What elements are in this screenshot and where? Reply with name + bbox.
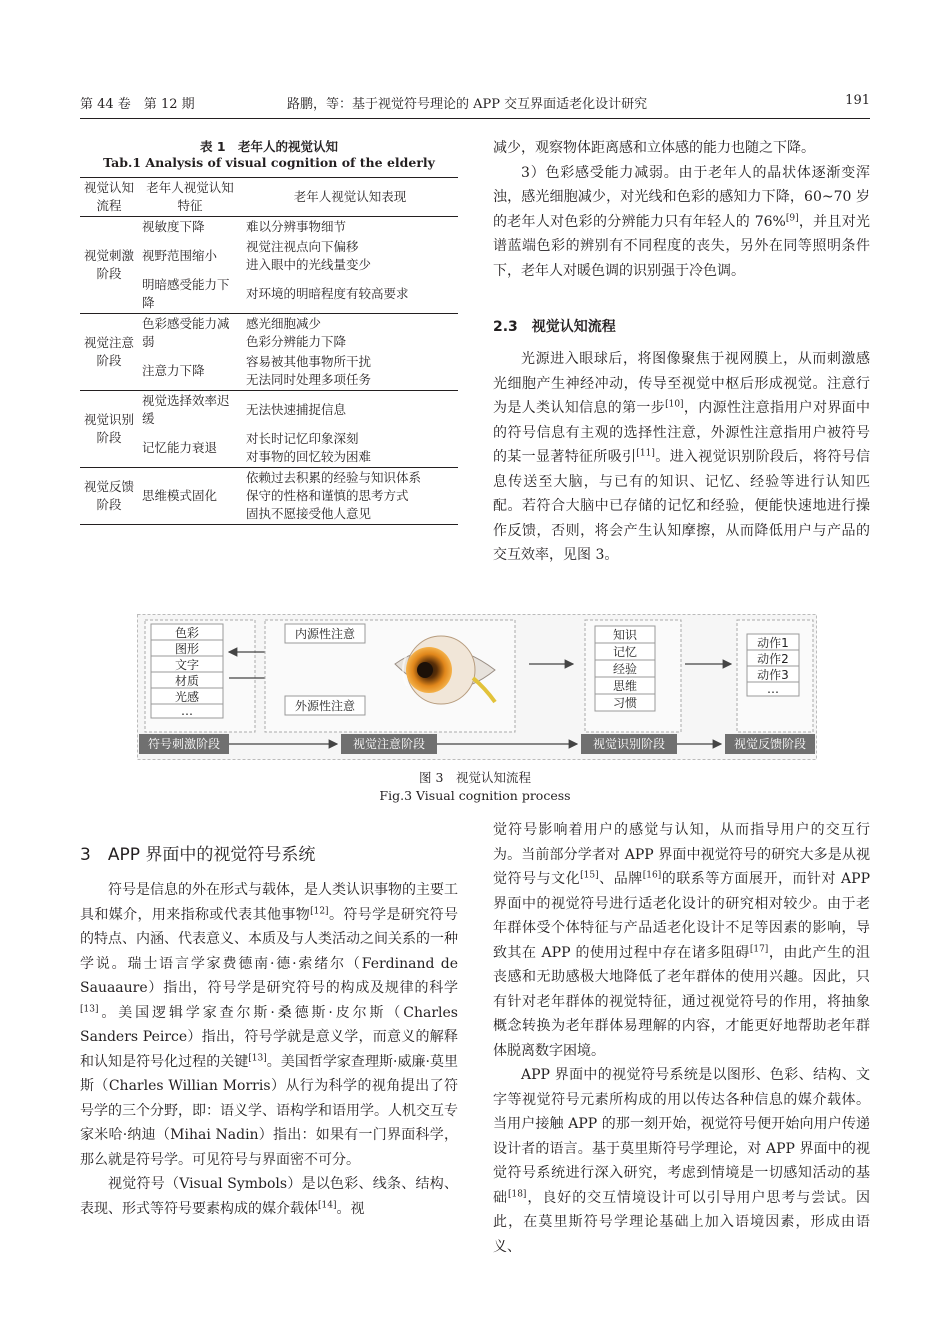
recognition-item: 经验: [612, 662, 638, 676]
symbol-item: …: [181, 704, 193, 718]
table-cell: 思维模式固化: [142, 488, 218, 503]
visual-cognition-table: [80, 177, 458, 525]
table-cell: 视敏度下降: [142, 219, 205, 234]
table-stage-cell: 视觉识别阶段: [84, 412, 135, 445]
header-rule: [80, 118, 870, 119]
citation: [13]: [80, 1003, 99, 1014]
citation: [12]: [310, 905, 329, 916]
table-stage-cell: 视觉注意阶段: [84, 335, 135, 368]
left-column-body: [80, 878, 458, 1221]
table-group-stimulus: [80, 217, 458, 314]
symbol-item: 文字: [174, 658, 200, 672]
stage-label: 符号刺激阶段: [147, 737, 221, 751]
table-stage-cell: 视觉刺激阶段: [84, 248, 135, 281]
citation: [9]: [785, 212, 799, 223]
citation: [13]: [248, 1052, 267, 1063]
table-header-row: [80, 178, 458, 217]
table-caption-zh: 表 1 老年人的视觉认知: [199, 139, 339, 154]
body-paragraph: 减少，观察物体距离感和立体感的能力也随之下降。: [493, 140, 815, 156]
citation: [17]: [749, 943, 769, 954]
table-header-cell: 老年人视觉认知特征: [146, 180, 234, 213]
section-heading-3: 3 APP 界面中的视觉符号系统: [80, 845, 316, 865]
citation: [15]: [580, 870, 599, 881]
body-paragraph: APP 界面中的视觉符号系统是以图形、色彩、结构、文字等视觉符号元素所构成的用以传达各种信息的媒介载体。当用户接触 APP 的那一刻开始，视觉符号便开始向用户传递设计者的语言。基于莫里斯符号学理论，对 APP 界面中的视觉符号系统进行深入研究，考虑到情境是一切感知活动的基础[18]，良好的交互情境设计可以引导用户思考与尝试。因此，在莫里斯符号学理论基础上加入语境因素，形成由语义、: [493, 1067, 871, 1255]
table-cell: 视野范围缩小: [142, 248, 218, 263]
table-stage-cell: 视觉反馈阶段: [84, 479, 135, 512]
body-paragraph: 光源进入眼球后，将图像聚焦于视网膜上，从而刺激感光细胞产生神经冲动，传导至视觉中枢后形成视觉。注意行为是人类认知信息的第一步[10]，内源性注意指用户对界面中的符号信息有主观的选择性注意，外源性注意指用户被符号的某一显著特征所吸引[11]。进入视觉识别阶段后，将符号信息传送至大脑，与已有的知识、记忆、经验等进行认知匹配。若符合大脑中已存储的记忆和经验，便能快速地进行操作反馈，否则，将会产生认知摩擦，从而降低用户与产品的交互效率，见图 3。: [493, 351, 871, 563]
recognition-item: 习惯: [612, 696, 638, 710]
symbol-item: 色彩: [174, 626, 200, 640]
section-heading-2-3: 2.3 视觉认知流程: [493, 319, 616, 335]
right-column-top: [493, 136, 870, 283]
table-row: [80, 217, 458, 238]
right-column-body: [493, 818, 870, 1259]
citation: [11]: [636, 448, 655, 459]
action-list: [747, 634, 799, 696]
body-paragraph: 3）色彩感受能力减弱。由于老年人的晶状体逐渐变浑浊，感光细胞减少，对光线和色彩的感知力下降，60~70 岁的老年人对色彩的分辨能力只有年轻人的 76%[9]，并且对光谱蓝端色彩的辨别有不同程度的丧失，另外在同等照明条件下，老年人对暖色调的识别强于冷色调。: [493, 164, 870, 279]
visual-cognition-flow-figure: [137, 614, 817, 760]
citation: [10]: [665, 399, 684, 410]
table-cell: 注意力下降: [142, 363, 205, 378]
exogenous-label: 外源性注意: [294, 699, 356, 713]
table-group-feedback: [80, 468, 458, 525]
table-cell: 对长时记忆印象深刻 对事物的回忆较为困难: [246, 431, 372, 464]
table-caption-en: Tab.1 Analysis of visual cognition of the elderly: [103, 155, 435, 170]
action-item: 动作3: [757, 668, 789, 682]
symbol-item: 图形: [174, 642, 200, 656]
table-cell: 难以分辨事物细节: [246, 219, 347, 234]
table-cell: 视觉选择效率迟缓: [142, 393, 230, 426]
stage-label: 视觉注意阶段: [352, 737, 426, 751]
right-column-mid: [493, 347, 870, 568]
running-header: [80, 93, 870, 117]
symbol-item: 材质: [174, 674, 200, 688]
table-group-recognition: [80, 391, 458, 468]
page-number: 191: [845, 93, 870, 108]
citation: [16]: [642, 870, 662, 881]
table-group-attention: [80, 314, 458, 391]
symbol-list: [151, 624, 223, 718]
table-header-cell: 视觉认知流程: [84, 180, 135, 213]
action-item: …: [767, 682, 779, 696]
action-item: 动作2: [757, 652, 789, 666]
recognition-item: 知识: [612, 628, 638, 642]
body-paragraph: 视觉符号（Visual Symbols）是以色彩、线条、结构、表现、形式等符号要素构成的媒介载体[14]。视: [80, 1176, 458, 1217]
action-item: 动作1: [757, 636, 789, 650]
table-cell: 容易被其他事物所干扰 无法同时处理多项任务: [246, 354, 372, 387]
body-paragraph: 符号是信息的外在形式与载体，是人类认识事物的主要工具和媒介，用来指称或代表其他事物[12]。符号学是研究符号的特点、内涵、代表意义、本质及与人类活动之间关系的一种学说。瑞士语言学家费德南·德·索绪尔（Ferdinand de Sauaaure）指出，符号学是研究符号的构成及规律的科学[13]。美国逻辑学家查尔斯·桑德斯·皮尔斯（Charles Sanders Peirce）指出，符号学就是意义学，而意义的解释和认知是符号化过程的关键[13]。美国哲学家查理斯·威廉·莫里斯（Charles Willian Morris）从行为科学的视角提出了符号学的三个分野，即：语义学、语构学和语用学。人机交互专家米哈·纳迪（Mihai Nadin）指出：如果有一门界面科学，那么就是符号学。可见符号与界面密不可分。: [80, 882, 459, 1168]
table-row: [80, 391, 458, 430]
table-cell: 明暗感受能力下降: [142, 277, 230, 310]
table-cell: 记忆能力衰退: [142, 440, 218, 455]
table-cell: 视觉注视点向下偏移 进入眼中的光线量变少: [246, 239, 372, 272]
journal-volume: 第 44 卷 第 12 期: [80, 97, 195, 112]
figure-caption-en: Fig.3 Visual cognition process: [379, 788, 571, 803]
table-cell: 色彩感受能力减弱: [142, 316, 230, 349]
body-paragraph: 觉符号影响着用户的感觉与认知，从而指导用户的交互行为。当前部分学者对 APP 界面中视觉符号的研究大多是从视觉符号与文化[15]、品牌[16]的联系等方面展开，而针对 APP 界面中的视觉符号进行适老化设计的研究相对较少。由于老年群体受个体特征与产品适老化设计不足等因素的影响，导致其在 APP 的使用过程中存在诸多阻碍[17]，由此产生的沮丧感和无助感极大地降低了老年群体的使用兴趣。因此，只有针对老年群体的视觉特征，通过视觉符号的作用，将抽象概念转换为老年群体易理解的内容，才能更好地帮助老年群体脱离数字困境。: [493, 822, 871, 1059]
table-cell: 无法快速捕捉信息: [246, 402, 347, 417]
citation: [14]: [318, 1199, 337, 1210]
figure-caption-zh: 图 3 视觉认知流程: [419, 770, 531, 785]
recognition-item: 思维: [612, 679, 638, 693]
symbol-item: 光感: [174, 690, 200, 704]
citation: [18]: [507, 1188, 527, 1199]
endogenous-label: 内源性注意: [294, 627, 356, 641]
stage-label: 视觉反馈阶段: [733, 737, 807, 751]
table-row: [80, 468, 458, 525]
recognition-item: 记忆: [612, 645, 638, 659]
table-row: [80, 314, 458, 353]
table-cell: 依赖过去积累的经验与知识体系 保守的性格和谨慎的思考方式 固执不愿接受他人意见: [246, 470, 422, 521]
table-cell: 对环境的明暗程度有较高要求: [246, 286, 409, 301]
table-cell: 感光细胞减少 色彩分辨能力下降: [246, 316, 347, 349]
recognition-list: [595, 626, 655, 711]
article-running-title: 路鹏，等：基于视觉符号理论的 APP 交互界面适老化设计研究: [287, 97, 648, 112]
stage-label: 视觉识别阶段: [592, 737, 666, 751]
table-header-cell: 老年人视觉认知表现: [293, 189, 407, 204]
